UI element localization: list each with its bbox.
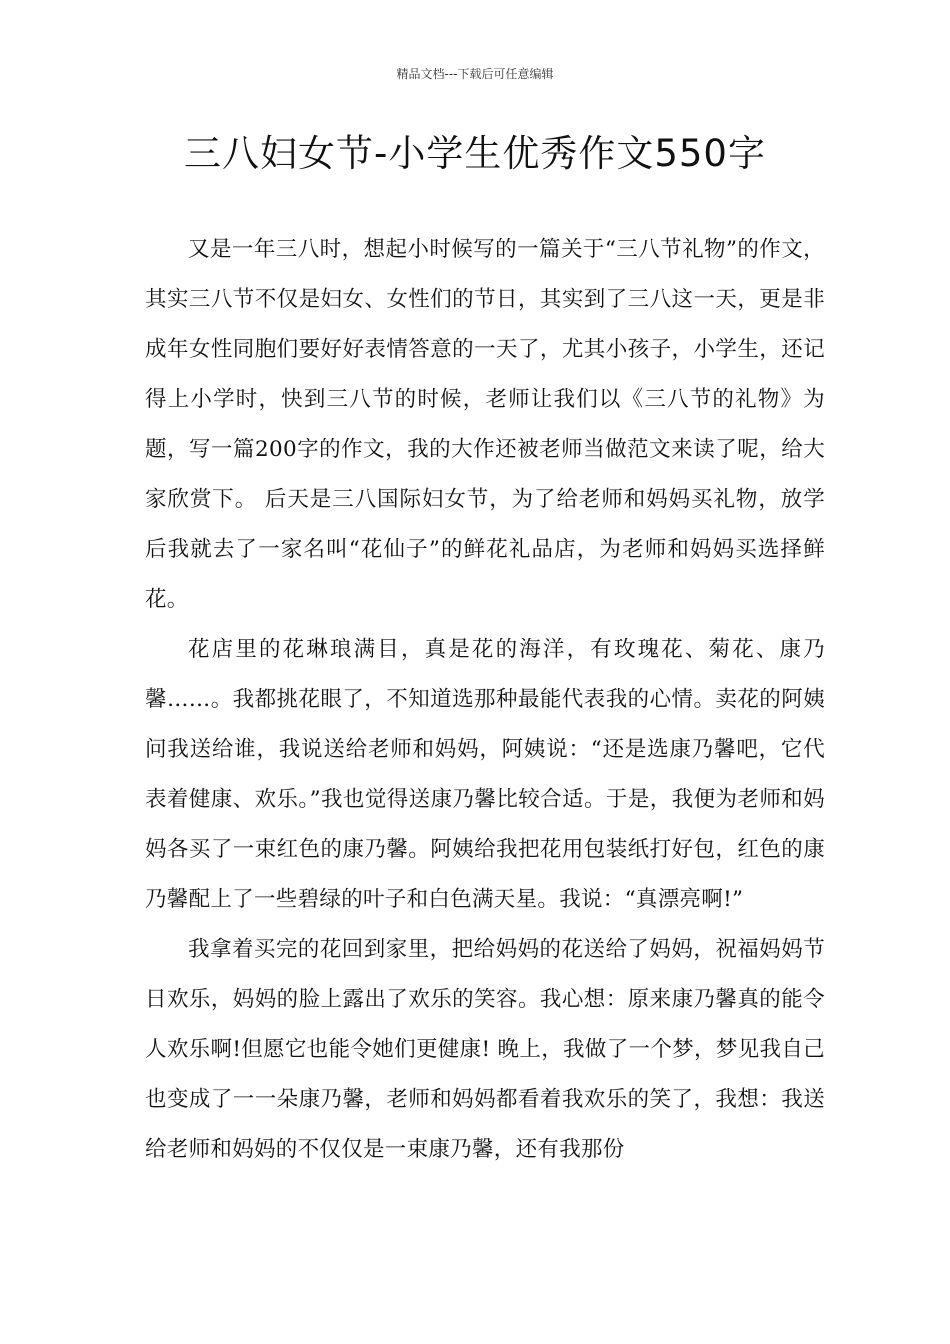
- document-title: 三八妇女节-小学生优秀作文550字: [184, 132, 766, 175]
- document-body: [145, 225, 825, 1175]
- paragraph-2: 花店里的花琳琅满目，真是花的海洋，有玫瑰花、菊花、康乃馨……。我都挑花眼了，不知道选那种最能代表我的心情。卖花的阿姨问我送给谁，我说送给老师和妈妈，阿姨说：“还是选康乃馨吧，它代表着健康、欢乐。”我也觉得送康乃馨比较合适。于是，我便为老师和妈妈各买了一束红色的康乃馨。阿姨给我把花用包装纸打好包，红色的康乃馨配上了一些碧绿的叶子和白色满天星。我说：“真漂亮啊!”: [145, 637, 825, 912]
- paragraph-3: 我拿着买完的花回到家里，把给妈妈的花送给了妈妈，祝福妈妈节日欢乐，妈妈的脸上露出了欢乐的笑容。我心想：原来康乃馨真的能令人欢乐啊!但愿它也能令她们更健康! 晚上，我做了一个梦，梦见我自己也变成了一一朵康乃馨，老师和妈妈都看着我欢乐的笑了，我想：我送给老师和妈妈的不仅仅是一束康乃馨，还有我那份: [145, 937, 825, 1162]
- header-note: 精品文档---下载后可任意编辑: [396, 67, 554, 81]
- paragraph-1: 又是一年三八时，想起小时候写的一篇关于“三八节礼物”的作文，其实三八节不仅是妇女、女性们的节日，其实到了三八这一天，更是非成年女性同胞们要好好表情答意的一天了，尤其小孩子，小学生，还记得上小学时，快到三八节的时候，老师让我们以《三八节的礼物》为题，写一篇200字的作文，我的大作还被老师当做范文来读了呢，给大家欣赏下。 后天是三八国际妇女节，为了给老师和妈妈买礼物，放学后我就去了一家名叫“花仙子”的鲜花礼品店，为老师和妈妈买选择鲜花。: [145, 237, 825, 612]
